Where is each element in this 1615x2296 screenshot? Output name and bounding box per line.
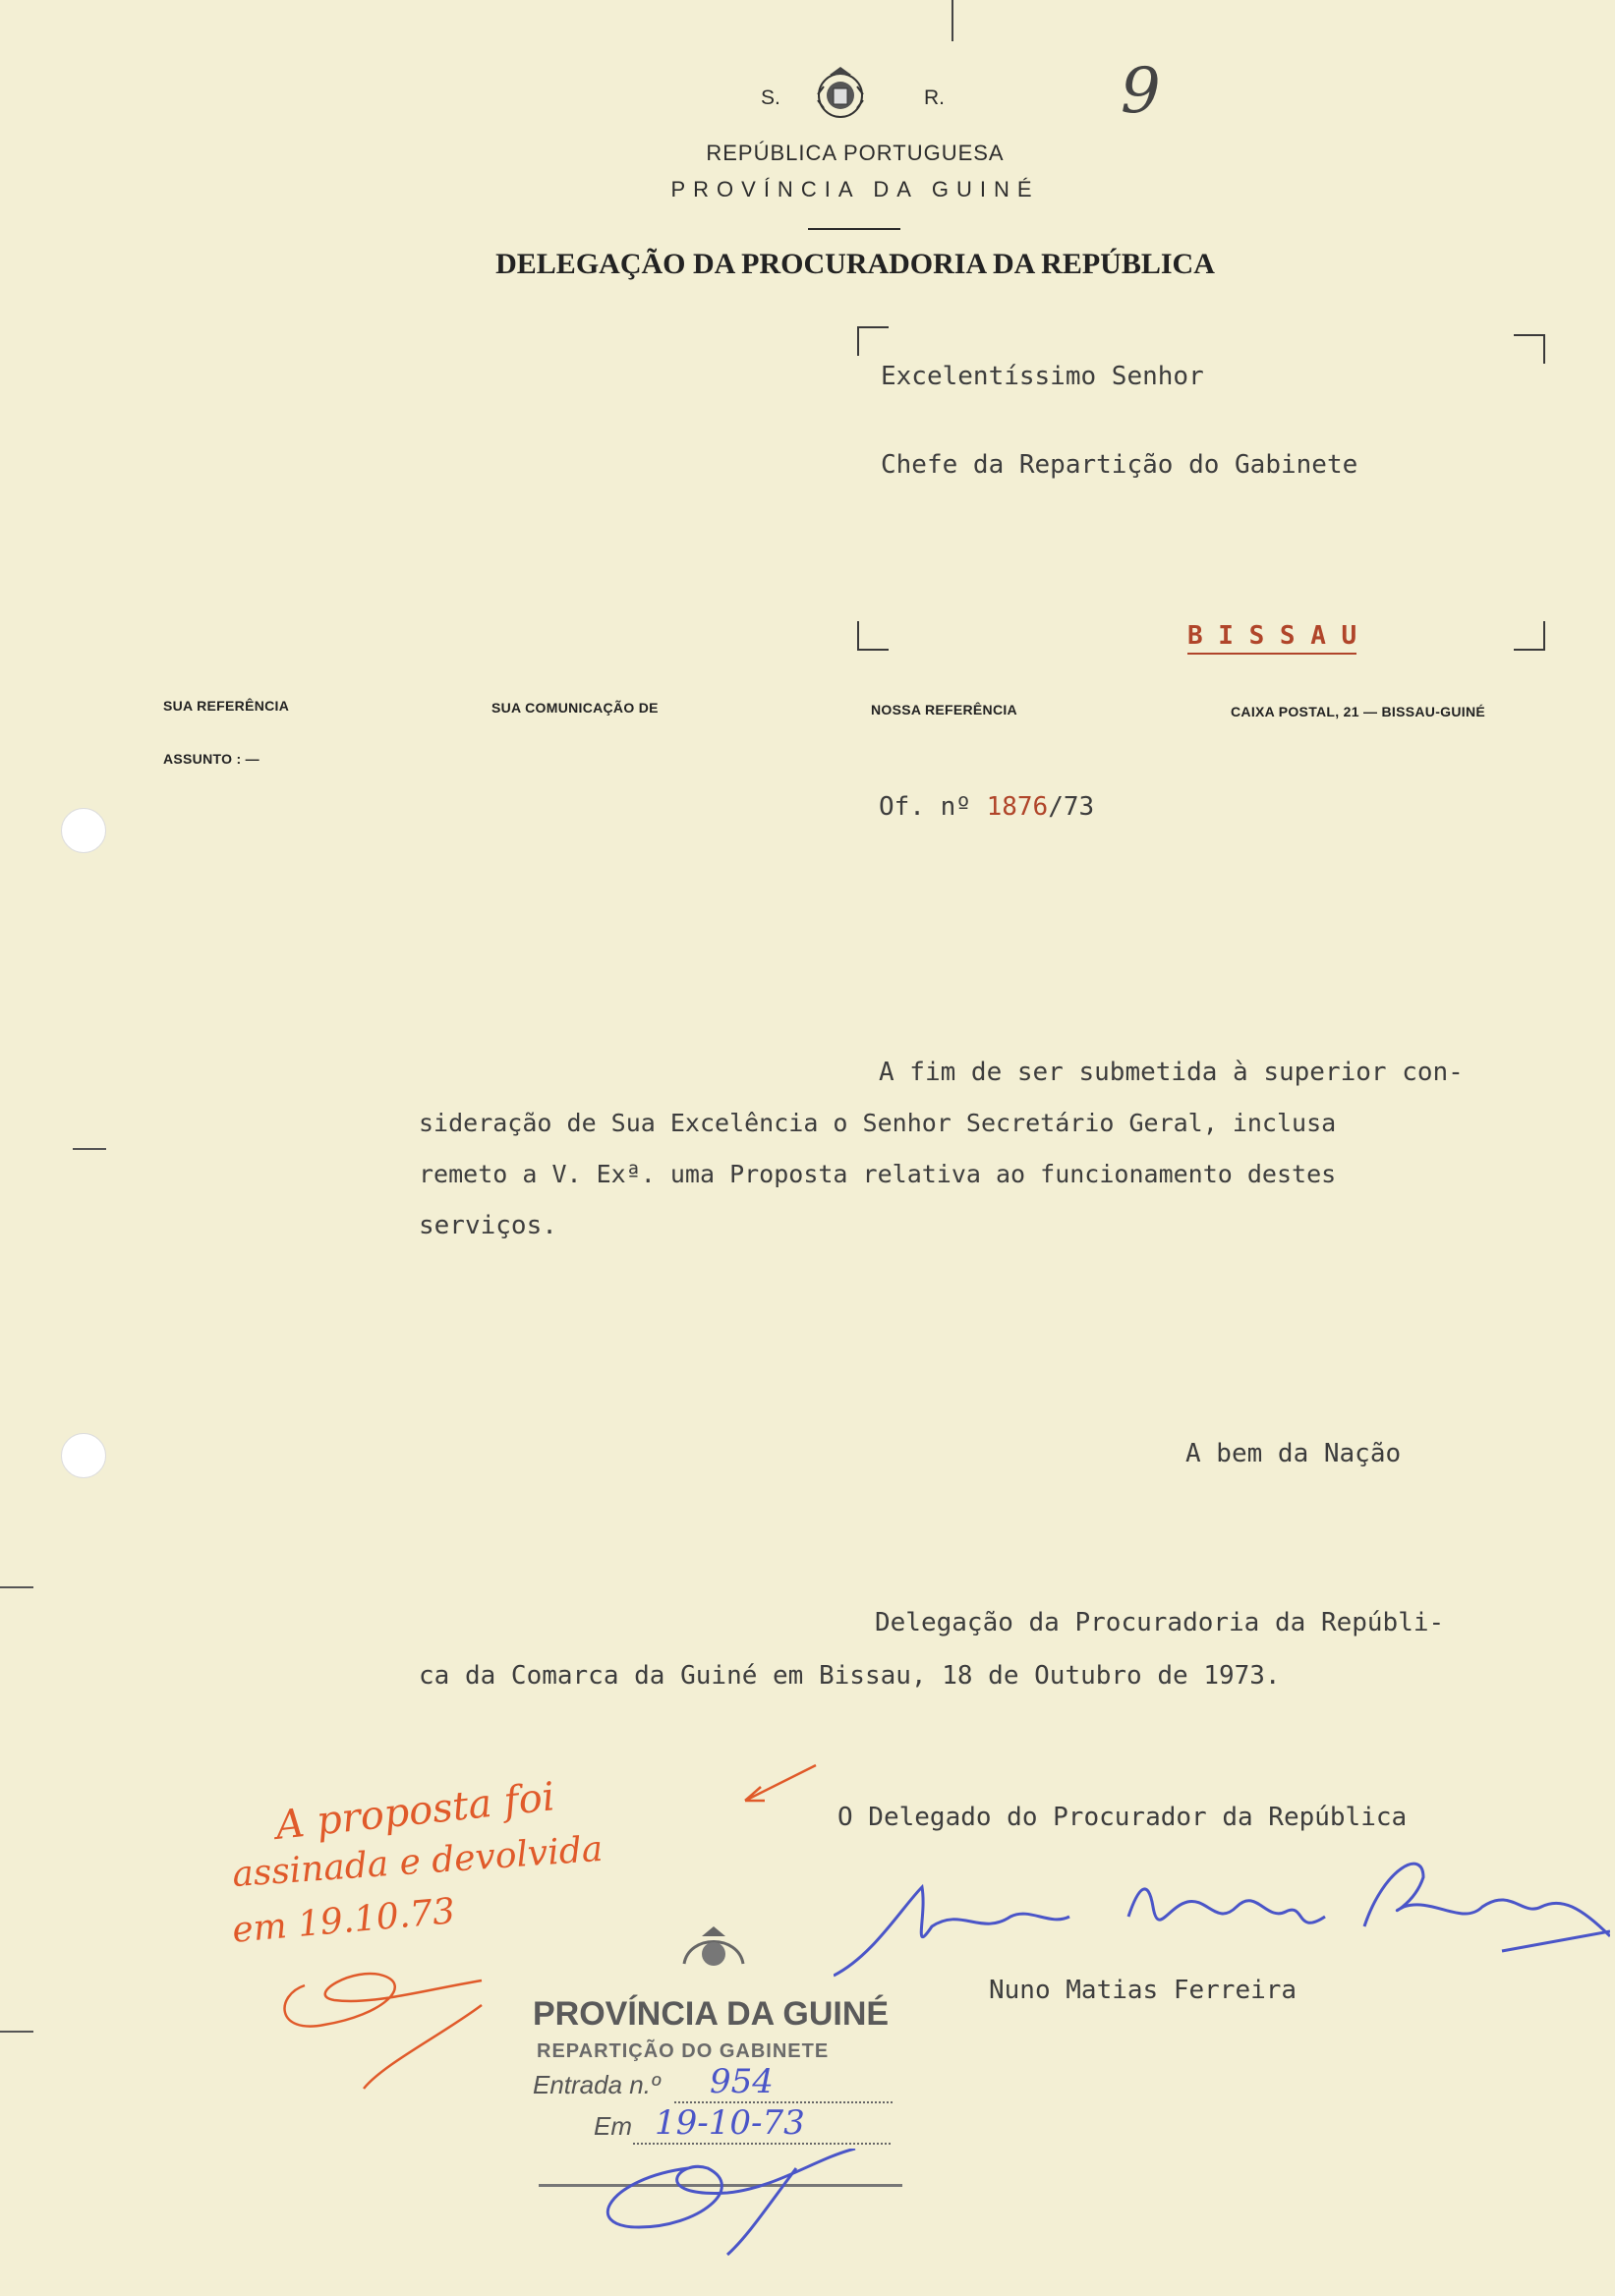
address-recipient: Chefe da Repartição do Gabinete	[881, 450, 1358, 480]
header-province: PROVÍNCIA DA GUINÉ	[670, 177, 1040, 201]
stamp-province: PROVÍNCIA DA GUINÉ	[533, 1995, 890, 2033]
margin-fold-mark-2	[0, 1586, 33, 1588]
official-number	[879, 792, 1094, 822]
page-number: 9	[1121, 55, 1161, 128]
signature-title: O Delegado do Procurador da República	[837, 1803, 1408, 1832]
body-line-1: A fim de ser submetida à superior con-	[879, 1058, 1464, 1087]
annotation-line-2: assinada e devolvida	[231, 1828, 605, 1896]
stamp-emblem-icon	[674, 1924, 753, 1974]
stamp-entrada-value: 954	[710, 2062, 774, 2101]
official-number-suffix: /73	[1048, 792, 1095, 822]
top-margin-mark	[952, 0, 953, 41]
label-nossa-referencia: NOSSA REFERÊNCIA	[871, 702, 1017, 718]
address-corner-top-left	[857, 326, 889, 356]
closing: A bem da Nação	[1185, 1439, 1402, 1468]
official-number-value: 1876	[986, 792, 1049, 822]
signatory-name: Nuno Matias Ferreira	[989, 1976, 1298, 2005]
body-line-2: sideração de Sua Excelência o Senhor Secretário Geral, inclusa	[419, 1109, 1337, 1137]
coat-of-arms-icon	[812, 65, 869, 122]
address-city: B I S S A U	[1187, 621, 1356, 655]
stamp-em-underline	[633, 2143, 891, 2145]
address-corner-top-right	[1514, 334, 1545, 364]
punch-hole-lower	[61, 1433, 106, 1478]
annotation-initials	[265, 1946, 511, 2094]
annotation-line-1: A proposta foi	[273, 1774, 557, 1849]
annotation-line-3: em 19.10.73	[230, 1891, 457, 1951]
address-corner-bottom-left	[857, 621, 889, 651]
header-s: S.	[761, 86, 780, 109]
stamp-entrada-label: Entrada n.º	[533, 2070, 661, 2099]
body-line-3: remeto a V. Exª. uma Proposta relativa ao funcionamento destes	[419, 1160, 1337, 1188]
stamp-em-value: 19-10-73	[655, 2103, 805, 2143]
header-office: DELEGAÇÃO DA PROCURADORIA DA REPÚBLICA	[495, 248, 1215, 280]
stamp-initials	[570, 2149, 865, 2257]
stamp-department: REPARTIÇÃO DO GABINETE	[537, 2040, 830, 2062]
place-date-line-2: ca da Comarca da Guiné em Bissau, 18 de Outubro de 1973.	[419, 1661, 1281, 1691]
header-divider	[808, 228, 900, 230]
handwritten-signature	[834, 1848, 1610, 1995]
label-caixa-postal: CAIXA POSTAL, 21 — BISSAU-GUINÉ	[1231, 704, 1485, 719]
stamp-em-label: Em	[594, 2111, 632, 2141]
margin-fold-mark-3	[0, 2031, 33, 2033]
header-republic: REPÚBLICA PORTUGUESA	[706, 141, 1005, 165]
header-r: R.	[924, 86, 945, 109]
label-assunto: ASSUNTO : —	[163, 751, 260, 767]
punch-hole-upper	[61, 808, 106, 853]
label-sua-referencia: SUA REFERÊNCIA	[163, 698, 290, 714]
address-corner-bottom-right	[1514, 621, 1545, 651]
place-date-line-1: Delegação da Procuradoria da Repúbli-	[875, 1608, 1445, 1637]
annotation-arrow	[739, 1761, 818, 1810]
label-sua-comunicacao: SUA COMUNICAÇÃO DE	[491, 700, 659, 716]
official-number-prefix: Of. nº	[879, 792, 987, 822]
margin-fold-mark-1	[73, 1148, 106, 1150]
body-line-4: serviços.	[419, 1211, 557, 1240]
address-salutation: Excelentíssimo Senhor	[881, 362, 1204, 391]
